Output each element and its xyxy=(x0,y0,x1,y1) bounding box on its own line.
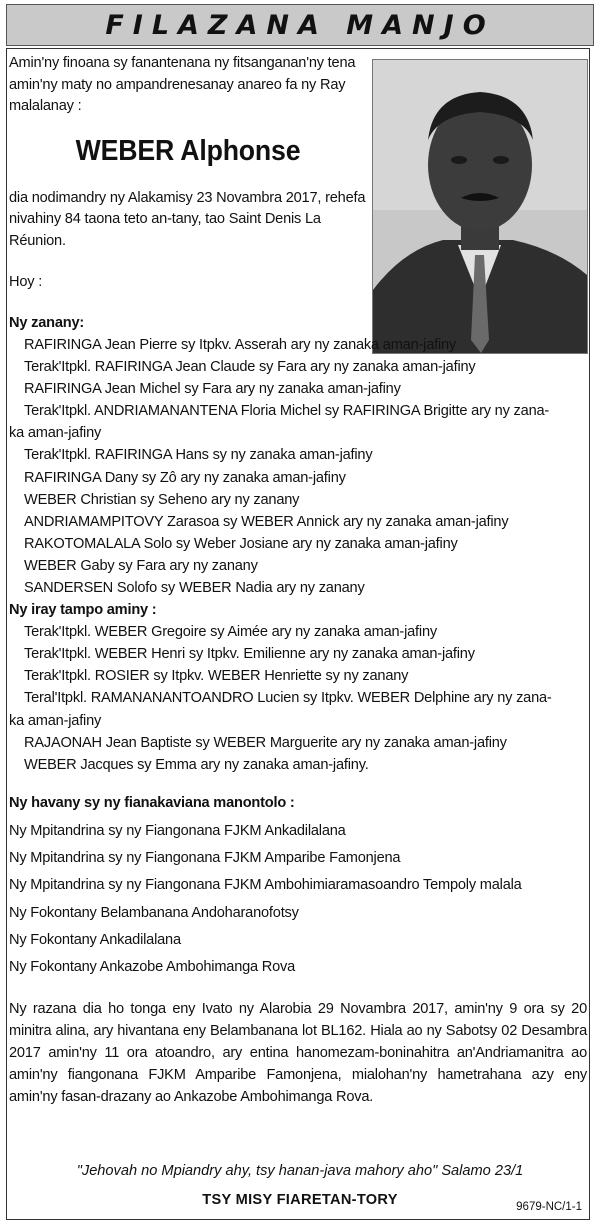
list-item: Ny Fokontany Ankadilalana xyxy=(9,931,181,948)
list-item: Terak'Itpkl. WEBER Gregoire sy Aimée ary ny zanaka aman-jafiny xyxy=(24,624,437,641)
relatives-list xyxy=(9,818,589,982)
notice-body xyxy=(9,53,589,1108)
list-item: Terak'Itpkl. WEBER Henri sy Itpkv. Emilienne ary ny zanaka aman-jafiny xyxy=(24,646,475,663)
closing-note: TSY MISY FIARETAN-TORY xyxy=(202,1192,398,1208)
list-item: WEBER Christian sy Seheno ary ny zanany xyxy=(24,491,300,508)
reference-code: 9679-NC/1-1 xyxy=(516,1201,582,1213)
list-item: Terak'Itpkl. RAFIRINGA Jean Claude sy Fara ary ny zanaka aman-jafiny xyxy=(24,359,476,376)
list-item: Ny Mpitandrina sy ny Fiangonana FJKM Amparibe Famonjena xyxy=(9,850,401,867)
list-item-continuation: ka aman-jafiny xyxy=(9,425,102,442)
list-item: Terak'Itpkl. ANDRIAMANANTENA Floria Michel sy RAFIRINGA Brigitte ary ny zana- xyxy=(24,403,550,420)
list-item: RAKOTOMALALA Solo sy Weber Josiane ary ny zanaka aman-jafiny xyxy=(24,535,458,552)
scripture-quote: "Jehovah no Mpiandry ahy, tsy hanan-java mahory aho" Salamo 23/1 xyxy=(76,1163,524,1179)
list-item: SANDERSEN Solofo sy WEBER Nadia ary ny zanany xyxy=(24,580,365,597)
list-item: Terak'Itpkl. ROSIER sy Itpkv. WEBER Henriette sy ny zanany xyxy=(24,668,409,685)
list-item: WEBER Jacques sy Emma ary ny zanaka aman-jafiny. xyxy=(24,756,369,773)
hoy-label: Hoy : xyxy=(9,274,43,290)
list-item: Ny Mpitandrina sy ny Fiangonana FJKM Ambohimiaramasoandro Tempoly malala xyxy=(9,877,522,894)
siblings-list xyxy=(9,621,589,776)
notice-banner xyxy=(6,4,594,46)
list-item: Teral'Itpkl. RAMANANANTOANDRO Lucien sy Itpkv. WEBER Delphine ary ny zana- xyxy=(24,690,552,707)
list-item: ANDRIAMAMPITOVY Zarasoa sy WEBER Annick ary ny zanaka aman-jafiny xyxy=(24,513,509,530)
list-item: Ny Fokontany Ankazobe Ambohimanga Rova xyxy=(9,959,296,976)
list-item: Ny Fokontany Belambanana Andoharanofotsy xyxy=(9,904,299,921)
funeral-details: Ny razana dia ho tonga eny Ivato ny Alarobia 29 Novambra 2017, amin'ny 9 ora sy 20 minitra alina, ary hivantana eny Belambanana lot BL162. Hiala ao ny Sabotsy 02 Desambra 2017 amin'ny 11 ora atoandro, ary entina hanomezam-boninahitra an'Andriamanitra ao amin'ny fiangonana FJKM Amparibe Famonjena, mialohan'ny hametrahana azy eny amin'ny fasan-drazany ao Ankazobe Ambohimanga Rova. xyxy=(9,1000,587,1105)
siblings-heading: Ny iray tampo aminy : xyxy=(9,602,157,619)
children-list xyxy=(9,334,589,599)
death-notice: dia nodimandry ny Alakamisy 23 Novambra 2017, rehefa nivahiny 84 taona teto an-tany, tao Saint Denis La Réunion. xyxy=(9,189,366,249)
list-item: RAFIRINGA Dany sy Zô ary ny zanaka aman-jafiny xyxy=(24,469,346,486)
list-item: Terak'Itpkl. RAFIRINGA Hans sy ny zanaka aman-jafiny xyxy=(24,447,373,464)
intro-text: Amin'ny finoana sy fanantenana ny fitsanganan'ny tena amin'ny maty no ampandrenesanay anareo fa ny Ray malalanay : xyxy=(9,55,356,114)
list-item: RAFIRINGA Jean Pierre sy Itpkv. Asserah ary ny zanaka aman-jafiny xyxy=(24,337,457,353)
children-heading: Ny zanany: xyxy=(9,315,85,331)
list-item-continuation: ka aman-jafiny xyxy=(9,712,102,729)
relatives-heading: Ny havany sy ny fianakaviana manontolo : xyxy=(9,794,295,811)
list-item: WEBER Gaby sy Fara ary ny zanany xyxy=(24,557,258,574)
list-item: RAFIRINGA Jean Michel sy Fara ary ny zanaka aman-jafiny xyxy=(24,381,401,398)
notice-title: FILAZANA MANJO xyxy=(105,9,495,41)
deceased-name: WEBER Alphonse xyxy=(75,134,301,167)
list-item: Ny Mpitandrina sy ny Fiangonana FJKM Ankadilalana xyxy=(9,822,346,839)
list-item: RAJAONAH Jean Baptiste sy WEBER Marguerite ary ny zanaka aman-jafiny xyxy=(24,734,507,751)
